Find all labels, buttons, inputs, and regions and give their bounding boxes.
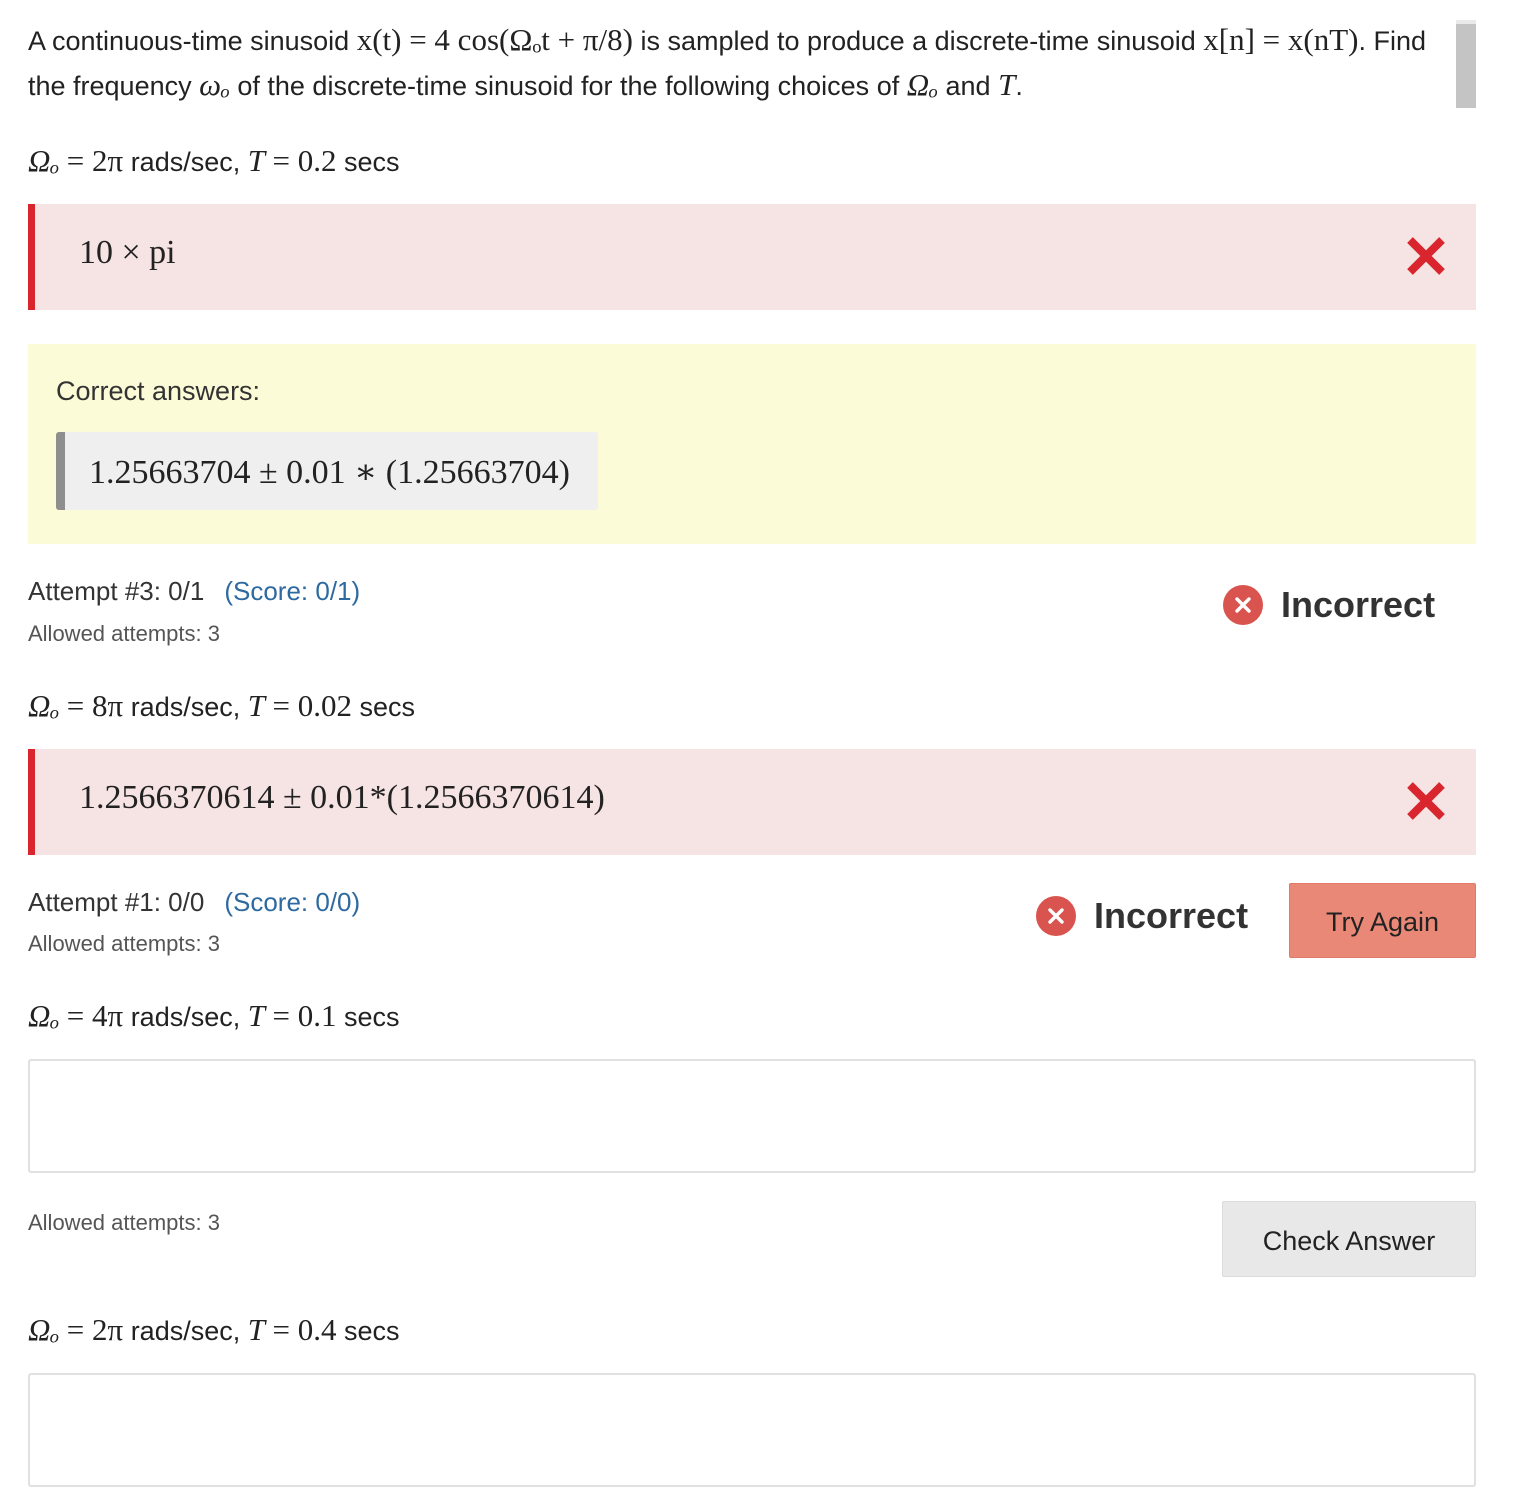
- T-symbol: T: [998, 67, 1016, 102]
- question-4-answer-input[interactable]: [28, 1373, 1476, 1487]
- correct-answer-text: 1.25663704 ± 0.01 ∗ (1.25663704): [89, 454, 570, 491]
- x-mark-icon: [1402, 777, 1450, 825]
- intro-text: of the discrete-time sinusoid for the following choices of: [229, 71, 907, 101]
- question-1-prompt: [28, 143, 400, 179]
- question-1-submitted-answer[interactable]: [28, 204, 1476, 310]
- intro-text: A continuous-time sinusoid: [28, 26, 357, 56]
- T-unit: secs: [336, 1002, 400, 1032]
- correct-answers-panel: [28, 344, 1476, 544]
- intro-text: .: [1015, 71, 1023, 101]
- status-label: Incorrect: [1094, 895, 1249, 936]
- check-answer-button[interactable]: Check Answer: [1222, 1201, 1476, 1277]
- x-circle-icon: [1036, 896, 1076, 936]
- T-unit: secs: [336, 1316, 400, 1346]
- correct-answers-title: Correct answers:: [56, 376, 261, 406]
- discrete-signal-equation: x[n] = x(nT): [1203, 22, 1359, 57]
- allowed-attempts: Allowed attempts: 3: [28, 931, 220, 956]
- intro-text: . Find the frequency: [28, 26, 1427, 101]
- x-mark-icon: [1402, 232, 1450, 280]
- omega-value: = 4π: [66, 998, 124, 1033]
- T-symbol: T: [247, 688, 265, 723]
- question-3-answer-input[interactable]: [28, 1059, 1476, 1173]
- omega-value: = 8π: [66, 688, 124, 723]
- Omega-symbol: Ωₒ: [906, 67, 938, 102]
- omega-unit: rads/sec,: [123, 1002, 248, 1032]
- T-unit: secs: [336, 147, 400, 177]
- Omega-symbol: Ωₒ: [28, 688, 60, 723]
- question-3-prompt: [28, 998, 400, 1034]
- x-circle-icon: [1223, 585, 1263, 625]
- question-2-submitted-answer[interactable]: [28, 749, 1476, 855]
- question-1-status: [1223, 584, 1435, 626]
- omega-unit: rads/sec,: [123, 147, 248, 177]
- attempt-count: Attempt #3: 0/1: [28, 576, 205, 606]
- T-unit: secs: [351, 692, 416, 722]
- submitted-answer-value: 10 × pi: [79, 234, 176, 271]
- omega-value: = 2π: [66, 1312, 124, 1347]
- question-2-prompt: [28, 688, 415, 724]
- omega-unit: rads/sec,: [123, 1316, 248, 1346]
- question-2-status: [1036, 895, 1248, 937]
- Omega-symbol: Ωₒ: [28, 1312, 60, 1347]
- scrollbar-thumb[interactable]: [1456, 20, 1476, 108]
- continuous-signal-equation: x(t) = 4 cos(Ωₒt + π/8): [356, 22, 633, 57]
- T-symbol: T: [247, 998, 265, 1033]
- submitted-answer-value: 1.2566370614 ± 0.01*(1.2566370614): [79, 779, 605, 816]
- omega-symbol: ωₒ: [199, 67, 230, 102]
- allowed-attempts: Allowed attempts: 3: [28, 621, 220, 646]
- T-value: = 0.02: [272, 688, 352, 723]
- correct-answer-value: [56, 432, 598, 510]
- Omega-symbol: Ωₒ: [28, 143, 60, 178]
- score-label: (Score: 0/0): [224, 887, 361, 917]
- intro-text: is sampled to produce a discrete-time sinusoid: [632, 26, 1204, 56]
- T-symbol: T: [247, 1312, 265, 1347]
- question-1-attempt-info: [28, 576, 360, 607]
- intro-text: and: [938, 71, 999, 101]
- status-label: Incorrect: [1281, 584, 1436, 625]
- T-value: = 0.2: [272, 143, 337, 178]
- try-again-button[interactable]: Try Again: [1289, 883, 1476, 958]
- score-label: (Score: 0/1): [224, 576, 361, 606]
- T-symbol: T: [247, 143, 265, 178]
- question-intro: [28, 18, 1428, 108]
- omega-unit: rads/sec,: [123, 692, 248, 722]
- attempt-count: Attempt #1: 0/0: [28, 887, 205, 917]
- question-4-prompt: [28, 1312, 400, 1348]
- T-value: = 0.1: [272, 998, 337, 1033]
- T-value: = 0.4: [272, 1312, 337, 1347]
- omega-value: = 2π: [66, 143, 124, 178]
- Omega-symbol: Ωₒ: [28, 998, 60, 1033]
- question-2-attempt-info: [28, 887, 360, 918]
- allowed-attempts: Allowed attempts: 3: [28, 1210, 220, 1235]
